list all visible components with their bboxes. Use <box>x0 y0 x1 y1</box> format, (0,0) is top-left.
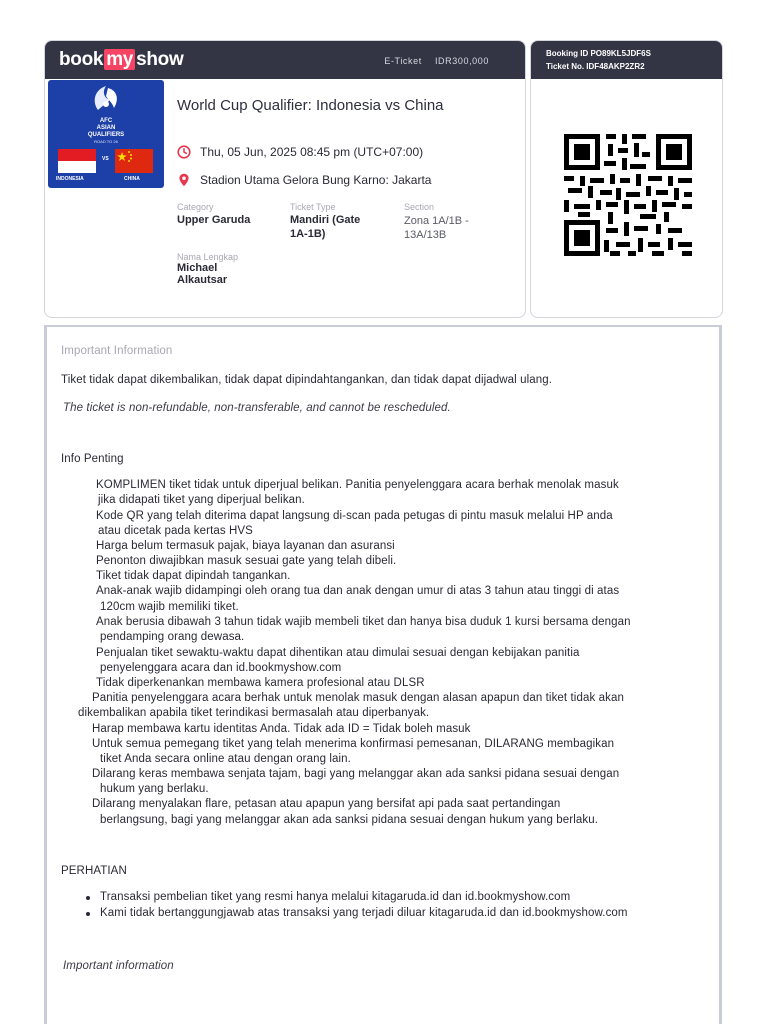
bullet-icon <box>86 912 90 916</box>
team-b-label: CHINA <box>124 176 140 182</box>
clock-icon <box>177 145 191 159</box>
event-venue <box>177 173 431 187</box>
rule-line: Kode QR yang telah diterima dapat langsung di-scan pada petugas di pintu masuk melalui HP anda <box>96 510 613 522</box>
rule-line: Anak-anak wajib didampingi oleh orang tua dan anak dengan umur di atas 3 tahun atau tinggi di atas <box>96 585 620 597</box>
ticket-type-label: Ticket Type <box>290 202 336 212</box>
event-poster <box>48 80 164 188</box>
event-title: World Cup Qualifier: Indonesia vs China <box>177 97 444 114</box>
important-info-panel <box>44 325 722 1024</box>
full-name-value: Michael Alkautsar <box>177 262 228 286</box>
rule-line: Untuk semua pemegang tiket yang telah menerima konfirmasi pemesanan, DILARANG membagikan <box>92 738 615 750</box>
afc-subtitle: ROAD TO 26 <box>94 139 118 144</box>
perhatian-heading: PERHATIAN <box>61 865 127 877</box>
rule-line: Anak berusia dibawah 3 tahun tidak wajib membeli tiket dan hanya bisa duduk 1 kursi bersama dengan <box>96 616 631 628</box>
category-value: Upper Garuda <box>177 214 251 226</box>
ticket-card <box>44 40 526 318</box>
notice-item: Kami tidak bertanggungjawab atas transaksi yang terjadi diluar kitagaruda.id dan id.bookmyshow.com <box>100 907 628 919</box>
bookmyshow-logo: book my show <box>59 49 184 70</box>
rule-line: Penjualan tiket sewaktu-waktu dapat dihentikan atau dimulai sesuai dengan kebijakan panitia <box>96 647 580 659</box>
rule-line: Penonton diwajibkan masuk sesuai gate yang telah dibeli. <box>96 555 397 567</box>
ticket-type-value: Mandiri (Gate 1A-1B) <box>290 214 361 240</box>
rule-line: berlangsung, bagi yang melanggar akan ada sanksi pidana sesuai dengan hukum yang berlaku. <box>100 814 598 826</box>
info-penting-heading: Info Penting <box>61 453 124 465</box>
rule-line: pendamping orang dewasa. <box>100 631 245 643</box>
policy-english: The ticket is non-refundable, non-transferable, and cannot be rescheduled. <box>63 402 451 414</box>
info-heading: Important Information <box>61 345 173 357</box>
datetime-text: Thu, 05 Jun, 2025 08:45 pm (UTC+07:00) <box>200 145 424 159</box>
rule-line: Dilarang menyalakan flare, petasan atau apapun yang bersifat api pada saat pertandingan <box>92 798 561 810</box>
rule-line: dikembalikan apabila tiket terindikasi bermasalah atau diperbanyak. <box>78 707 430 719</box>
qr-code-icon <box>564 134 692 256</box>
booking-id: Booking ID PO89KL5JDF6S <box>546 49 651 58</box>
booking-header <box>531 41 722 79</box>
versus-label: VS <box>102 156 109 162</box>
section-value: Zona 1A/1B - 13A/13B <box>404 215 469 241</box>
ticket-price: IDR300,000 <box>434 56 489 66</box>
location-pin-icon <box>177 173 191 187</box>
venue-text: Stadion Utama Gelora Bung Karno: Jakarta <box>200 173 432 187</box>
rule-line: Dilarang keras membawa senjata tajam, bagi yang melanggar akan ada sanksi pidana sesuai dengan <box>92 768 620 780</box>
eticket-label: E-Ticket <box>384 56 422 66</box>
full-name-label: Nama Lengkap <box>177 252 239 262</box>
rule-line: 120cm wajib memiliki tiket. <box>100 601 239 613</box>
rule-line: penyelenggara acara dan id.bookmyshow.com <box>100 662 342 674</box>
china-flag-icon <box>115 149 153 173</box>
rule-line: Harga belum termasuk pajak, biaya layanan dan asuransi <box>96 540 395 552</box>
booking-card <box>530 40 723 318</box>
ticket-header <box>45 41 525 79</box>
rule-line: KOMPLIMEN tiket tidak untuk diperjual belikan. Panitia penyelenggara acara berhak menolak masuk <box>96 479 619 491</box>
notice-item: Transaksi pembelian tiket yang resmi hanya melalui kitagaruda.id dan id.bookmyshow.com <box>100 891 571 903</box>
afc-trophy-icon <box>48 80 164 120</box>
afc-title: AFC ASIAN QUALIFIERS <box>87 118 125 138</box>
category-label: Category <box>177 202 214 212</box>
indonesia-flag-icon <box>58 149 96 173</box>
ticket-number: Ticket No. IDF48AKP2ZR2 <box>546 62 645 71</box>
eticket-price <box>374 56 489 66</box>
rule-line: jika didapati tiket yang diperjual belikan. <box>98 494 305 506</box>
footer-heading: Important information <box>63 960 174 972</box>
bullet-icon <box>86 896 90 900</box>
team-a-label: INDONESIA <box>56 176 84 182</box>
rule-line: Tidak diperkenankan membawa kamera profesional atau DLSR <box>96 677 425 689</box>
rule-line: atau dicetak pada kertas HVS <box>98 525 253 537</box>
rule-line: Tiket tidak dapat dipindah tangankan. <box>96 570 291 582</box>
policy-indonesian: Tiket tidak dapat dikembalikan, tidak dapat dipindahtangankan, dan tidak dapat dijadwal ulang. <box>61 374 553 386</box>
rule-line: Harap membawa kartu identitas Anda. Tidak ada ID = Tidak boleh masuk <box>92 723 471 735</box>
rule-line: tiket Anda secara online atau dengan orang lain. <box>100 753 351 765</box>
section-label: Section <box>404 202 435 212</box>
rule-line: hukum yang berlaku. <box>100 783 209 795</box>
rule-line: Panitia penyelenggara acara berhak untuk menolak masuk dengan alasan apapun dan tiket tidak akan <box>92 692 624 704</box>
event-datetime <box>177 145 423 159</box>
